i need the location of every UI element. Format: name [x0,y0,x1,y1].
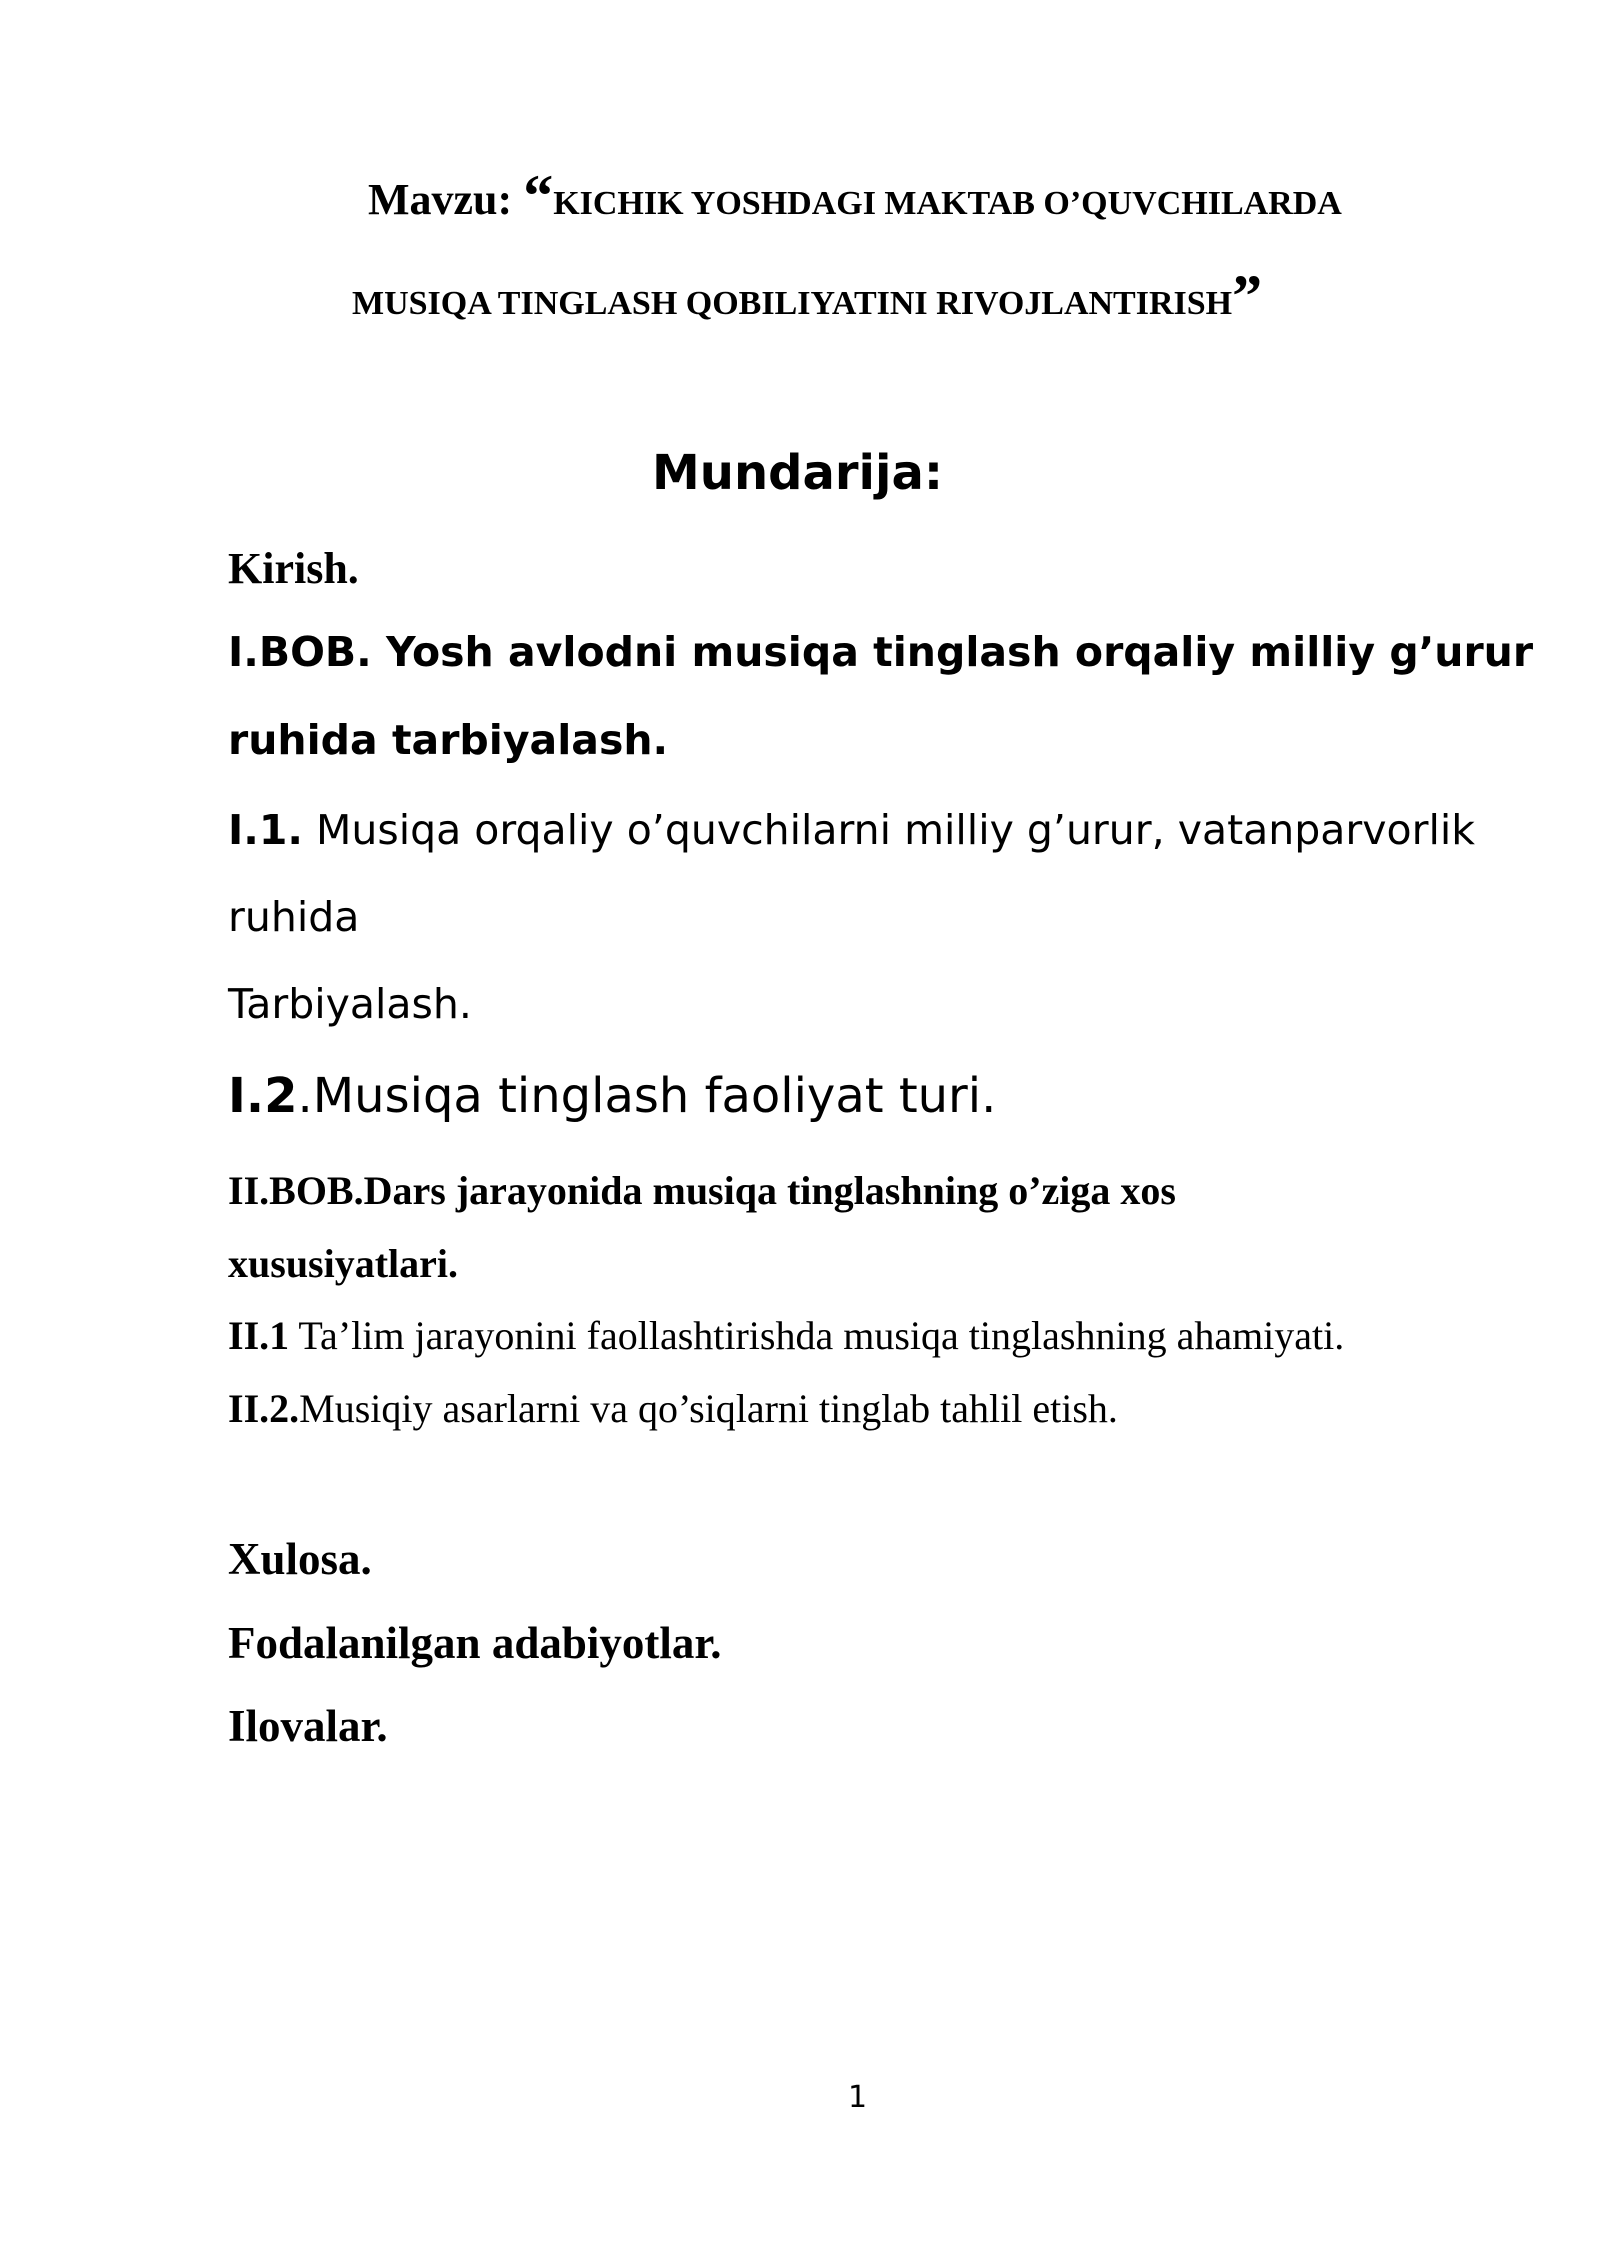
open-quote: “ [523,163,554,229]
section-text: Ta’lim jarayonini faollashtirishda musiqa tinglashning ahamiyati. [289,1313,1345,1358]
toc-entry-ilovalar: Ilovalar. [228,1701,388,1751]
section-number: II.1 [228,1313,290,1358]
toc-entry-section-1-2 [228,1068,996,1124]
toc-entry-section-1-1-line-2: ruhida [228,893,360,941]
toc-entry-xulosa: Xulosa. [228,1534,372,1584]
topic-title-text-2: MUSIQA TINGLASH QOBILIYATINI RIVOJLANTIRISH [352,285,1233,322]
toc-entry-section-2-2 [228,1385,1118,1432]
toc-entry-bob2-line-2: xususiyatlari. [228,1241,459,1286]
section-text: Musiqa orqaliy o’quvchilarni milliy g’urur, vatanparvorlik [302,806,1476,854]
toc-entry-section-1-1-line-3: Tarbiyalash. [228,980,472,1028]
topic-title-line-2 [352,262,1262,331]
section-number: I.2 [228,1068,298,1124]
section-text: .Musiqa tinglash faoliyat turi. [297,1068,997,1124]
section-text: Musiqiy asarlarni va qo’siqlarni tinglab tahlil etish. [299,1386,1118,1431]
topic-title-text-1: KICHIK YOSHDAGI MAKTAB O’QUVCHILARDA [553,185,1342,222]
toc-entry-section-1-1-line-1 [228,806,1475,854]
toc-entry-bob1-line-1: I.BOB. Yosh avlodni musiqa tinglash orqaliy milliy g’urur [228,628,1534,676]
toc-heading: Mundarija: [652,445,944,501]
topic-label: Mavzu: [368,175,524,224]
section-number: I.1. [228,806,303,854]
page-number: 1 [848,2080,868,2115]
toc-entry-kirish: Kirish. [228,544,359,593]
toc-entry-bob2-line-1: II.BOB.Dars jarayonida musiqa tinglashning o’ziga xos [228,1168,1176,1213]
toc-entry-section-2-1 [228,1312,1344,1359]
section-number: II.2. [228,1386,300,1431]
close-quote: ” [1232,263,1263,329]
toc-entry-bob1-line-2: ruhida tarbiyalash. [228,716,669,764]
topic-title-line-1 [368,162,1342,231]
toc-entry-adabiyotlar: Fodalanilgan adabiyotlar. [228,1618,722,1668]
